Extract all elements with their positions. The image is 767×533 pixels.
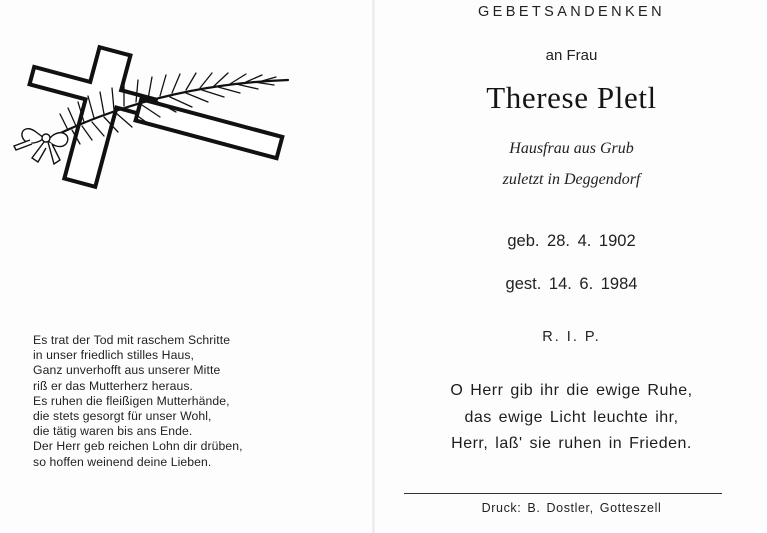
- right-panel: [376, 0, 767, 533]
- cross-with-palm-icon: [8, 44, 308, 194]
- poem-line: Es trat der Tod mit raschem Schritte: [33, 333, 231, 347]
- poem-line: die tätig waren bis ans Ende.: [33, 424, 193, 439]
- honorific: an Frau: [545, 47, 598, 64]
- poem-line: Der Herr geb reichen Lohn dir drüben,: [33, 439, 243, 454]
- printer-credit: Druck: B. Dostler, Gotteszell: [481, 501, 662, 515]
- death-date: gest. 14. 6. 1984: [505, 275, 638, 293]
- poem-line: die stets gesorgt für unser Wohl,: [33, 409, 212, 424]
- prayer-line: O Herr gib ihr die ewige Ruhe,: [450, 382, 693, 399]
- prayer-line: Herr, laß' sie ruhen in Frieden.: [451, 435, 692, 452]
- poem-line: Ganz unverhofft aus unserer Mitte: [33, 363, 221, 378]
- birth-date: geb. 28. 4. 1902: [507, 232, 636, 250]
- deceased-name: Therese Pletl: [486, 80, 657, 115]
- poem-line: in unser friedlich stilles Haus,: [33, 348, 195, 363]
- memorial-poem: [33, 333, 363, 470]
- poem-line: riß er das Mutterherz heraus.: [33, 378, 194, 393]
- card-heading: GEBETSANDENKEN: [478, 4, 665, 20]
- prayer-line: das ewige Licht leuchte ihr,: [464, 408, 679, 426]
- poem-line: Es ruhen die fleißigen Mutterhände,: [33, 393, 230, 408]
- divider-line: [404, 493, 722, 494]
- rip-line: R. I. P.: [542, 329, 601, 345]
- occupation: Hausfrau aus Grub: [509, 140, 634, 157]
- last-residence: zuletzt in Deggendorf: [502, 171, 641, 188]
- left-panel: [0, 0, 372, 533]
- card-fold: [372, 0, 375, 533]
- poem-line: so hoffen weinend deine Lieben.: [33, 454, 212, 469]
- prayer-text: [376, 378, 767, 458]
